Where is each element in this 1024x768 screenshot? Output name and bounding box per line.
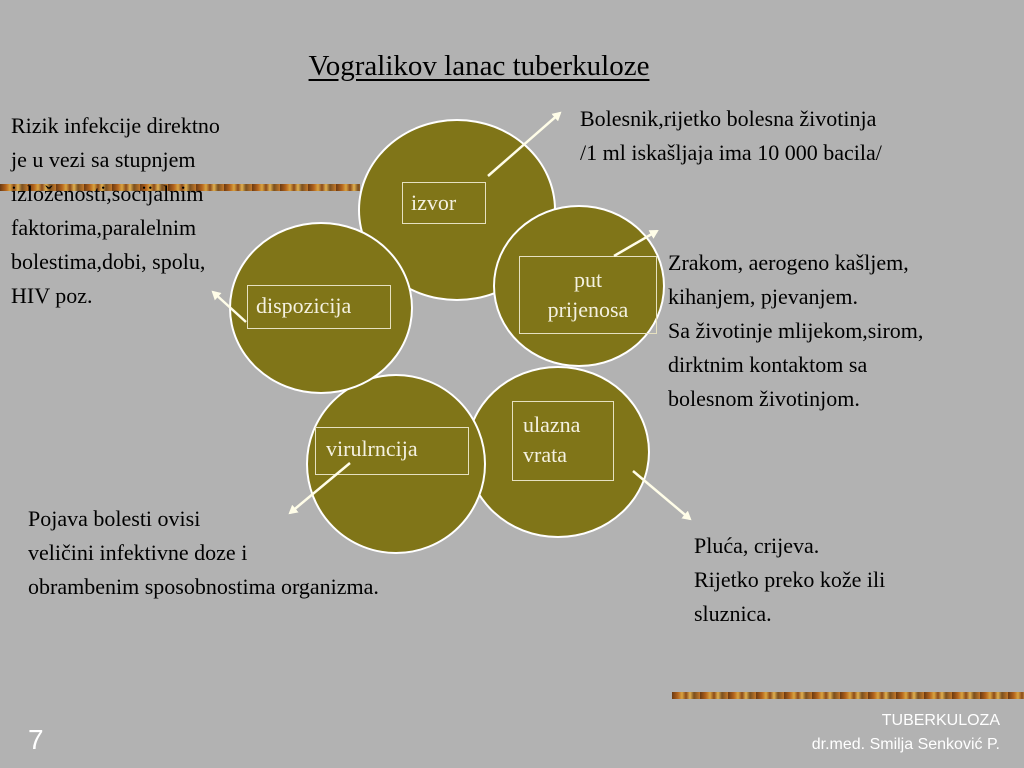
note-ulazna-line: sluznica. <box>694 601 772 626</box>
note-dispozicija-line: je u vezi sa stupnjem <box>11 147 196 172</box>
footer-title: TUBERKULOZA <box>881 712 1000 729</box>
note-put-line: Sa životinje mlijekom,sirom, <box>668 318 924 343</box>
label-put-line1: put <box>573 267 603 292</box>
note-dispozicija <box>11 109 220 313</box>
note-ulazna-line: Pluća, crijeva. <box>694 533 820 558</box>
note-virulencija <box>28 502 379 604</box>
note-virulencija-line: veličini infektivne doze i <box>28 540 248 565</box>
note-put-line: Zrakom, aerogeno kašljem, <box>668 250 909 275</box>
note-izvor-line: Bolesnik,rijetko bolesna životinja <box>580 106 877 131</box>
label-ulazna-line2: vrata <box>523 442 567 467</box>
note-izvor <box>580 102 882 170</box>
label-ulazna-line1: ulazna <box>523 412 581 437</box>
label-virulencija-text: virulrncija <box>326 436 418 461</box>
page-number: 7 <box>28 724 44 755</box>
note-virulencija-line: Pojava bolesti ovisi <box>28 506 201 531</box>
note-put-line: bolesnom životinjom. <box>668 386 860 411</box>
label-izvor-text: izvor <box>411 190 457 215</box>
label-dispozicija-text: dispozicija <box>256 293 352 318</box>
footer-author: dr.med. Smilja Senković P. <box>811 736 1000 753</box>
note-dispozicija-line: bolestima,dobi, spolu, <box>11 249 206 274</box>
note-dispozicija-line: HIV poz. <box>11 283 93 308</box>
arrow-ulazna-vrata <box>633 471 690 519</box>
note-dispozicija-line: Rizik infekcije direktno <box>11 113 220 138</box>
note-dispozicija-line: izloženosti,socijalnim <box>11 181 204 206</box>
arrow-put-prijenosa <box>614 231 657 256</box>
note-put-line: kihanjem, pjevanjem. <box>668 284 858 309</box>
note-virulencija-line: obrambenim sposobnostima organizma. <box>28 574 379 599</box>
note-ulazna-vrata <box>694 529 885 631</box>
label-put-line2: prijenosa <box>547 297 629 322</box>
slide-title: Vogralikov lanac tuberkuloze <box>308 50 650 82</box>
note-ulazna-line: Rijetko preko kože ili <box>694 567 886 592</box>
note-put-prijenosa <box>668 246 923 416</box>
note-izvor-line: /1 ml iskašljaja ima 10 000 bacila/ <box>580 140 882 165</box>
note-put-line: dirktnim kontaktom sa <box>668 352 868 377</box>
arrow-izvor <box>488 113 560 176</box>
note-dispozicija-line: faktorima,paralelnim <box>11 215 197 240</box>
